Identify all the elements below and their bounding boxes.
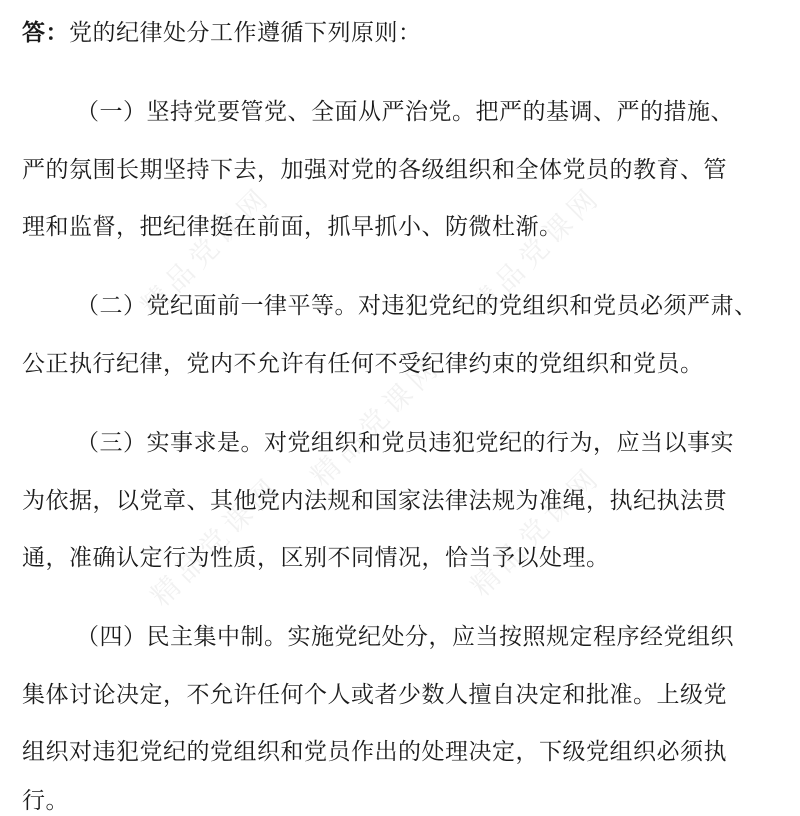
paragraph-3-line-2: 为依据，以党章、其他党内法规和国家法律法规为准绳，执纪执法贯	[22, 488, 727, 514]
paragraph-4-line-3: 组织对违犯党纪的党组织和党员作出的处理决定，下级党组织必须执	[22, 739, 727, 765]
paragraph-3-line-1: （三）实事求是。对党组织和党员违犯党纪的行为，应当以事实	[76, 430, 734, 456]
paragraph-2-line-2: 公正执行纪律，党内不允许有任何不受纪律约束的党组织和党员。	[22, 351, 704, 377]
paragraph-4-line-2: 集体讨论决定，不允许任何个人或者少数人擅自决定和批准。上级党	[22, 682, 727, 708]
paragraph-1-line-1: （一）坚持党要管党、全面从严治党。把严的基调、严的措施、	[76, 99, 734, 125]
watermark: 精品党课网	[464, 459, 608, 603]
watermark: 精品党课网	[134, 179, 278, 323]
watermark: 精品党课网	[304, 349, 448, 493]
watermark: 精品党课网	[464, 179, 608, 323]
paragraph-1-line-2: 严的氛围长期坚持下去，加强对党的各级组织和全体党员的教育、管	[22, 157, 727, 183]
answer-label: 答：	[22, 20, 69, 46]
paragraph-1-line-3: 理和监督，把纪律挺在前面，抓早抓小、防微杜渐。	[22, 214, 563, 240]
intro-line	[22, 18, 422, 48]
intro-text: 党的纪律处分工作遵循下列原则：	[69, 20, 422, 46]
paragraph-4-line-1: （四）民主集中制。实施党纪处分，应当按照规定程序经党组织	[76, 624, 734, 650]
paragraph-2-line-1: （二）党纪面前一律平等。对违犯党纪的党组织和党员必须严肃、	[76, 293, 758, 319]
paragraph-4-line-4: 行。	[22, 788, 69, 814]
watermark: 精品党课网	[144, 469, 288, 613]
paragraph-3-line-3: 通，准确认定行为性质，区别不同情况，恰当予以处理。	[22, 545, 610, 571]
